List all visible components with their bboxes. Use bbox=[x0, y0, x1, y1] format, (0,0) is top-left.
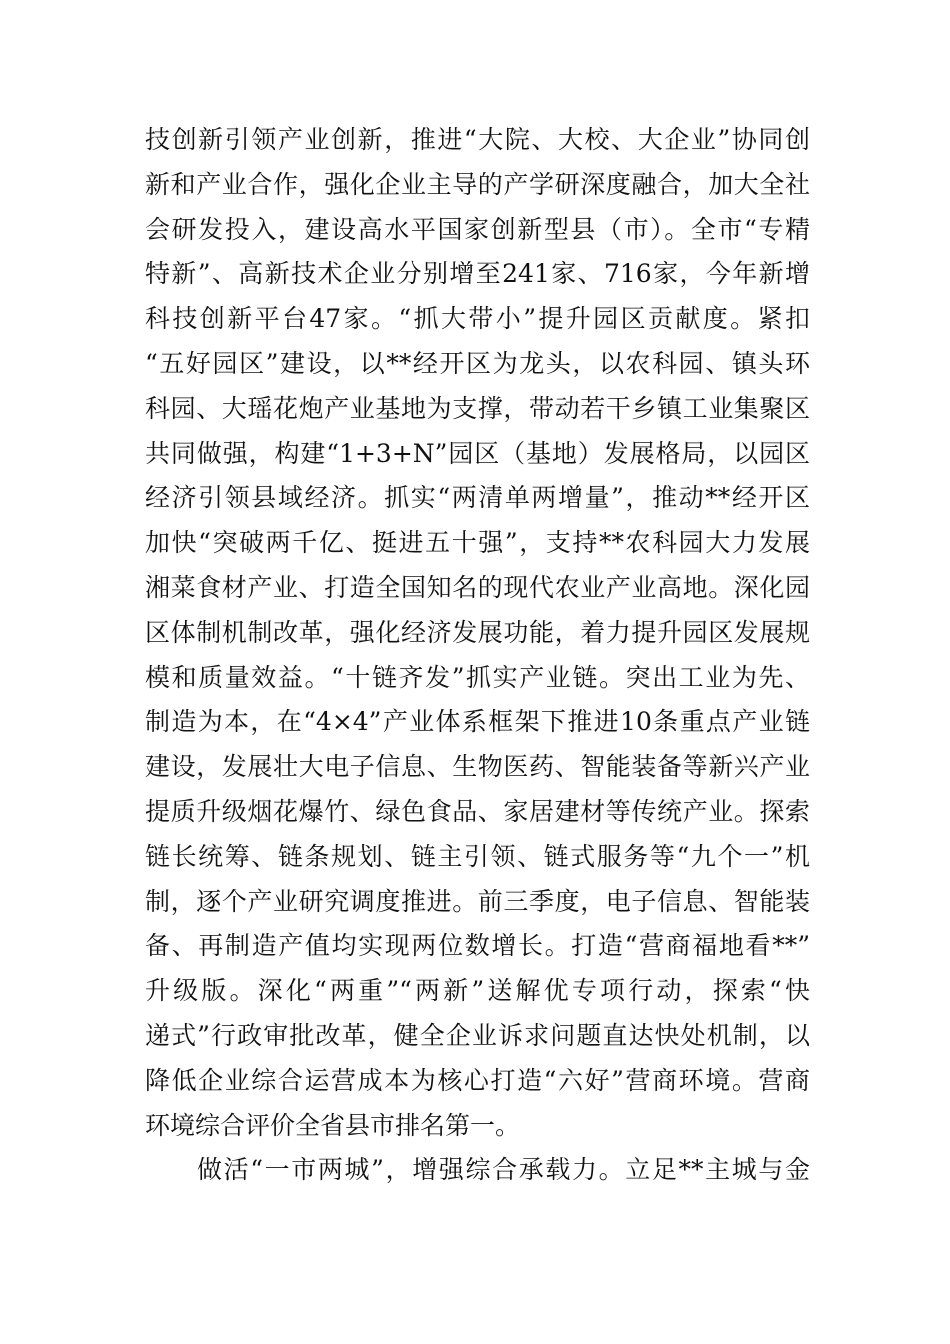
text-line: 会研发投入，建设高水平国家创新型县（市）。全市“专精 bbox=[145, 214, 810, 244]
paragraph-1 bbox=[145, 118, 810, 1148]
text-line: 制，逐个产业研究调度推进。前三季度，电子信息、智能装 bbox=[145, 886, 810, 916]
text-line: 环境综合评价全省县市排名第一。 bbox=[145, 1110, 521, 1140]
text-line: 新和产业合作，强化企业主导的产学研深度融合，加大全社 bbox=[145, 169, 810, 199]
text-line: 备、再制造产值均实现两位数增长。打造“营商福地看**” bbox=[145, 931, 810, 961]
text-line: 特新”、高新技术企业分别增至241家、716家，今年新增 bbox=[145, 259, 810, 289]
text-line: 做活“一市两城”，增强综合承载力。立足**主城与金 bbox=[197, 1155, 810, 1185]
text-line: 降低企业综合运营成本为核心打造“六好”营商环境。营商 bbox=[145, 1065, 810, 1095]
text-line: 技创新引领产业创新，推进“大院、大校、大企业”协同创 bbox=[145, 125, 810, 154]
text-line: 提质升级烟花爆竹、绿色食品、家居建材等传统产业。探索 bbox=[145, 796, 810, 826]
text-line: 链长统筹、链条规划、链主引领、链式服务等“九个一”机 bbox=[145, 841, 810, 871]
body-text bbox=[145, 118, 810, 1193]
text-line: 加快“突破两千亿、挺进五十强”，支持**农科园大力发展 bbox=[145, 528, 810, 558]
text-line: 建设，发展壮大电子信息、生物医药、智能装备等新兴产业 bbox=[145, 752, 810, 782]
text-line: 制造为本，在“4×4”产业体系框架下推进10条重点产业链 bbox=[145, 707, 810, 737]
text-line: 升级版。深化“两重”“两新”送解优专项行动，探索“快 bbox=[145, 976, 810, 1006]
paragraph-2 bbox=[145, 1148, 810, 1193]
text-line: 科技创新平台47家。“抓大带小”提升园区贡献度。紧扣 bbox=[145, 304, 810, 334]
text-line: 递式”行政审批改革，健全企业诉求问题直达快处机制，以 bbox=[145, 1020, 810, 1050]
text-line: 区体制机制改革，强化经济发展功能，着力提升园区发展规 bbox=[145, 617, 810, 647]
text-line: “五好园区”建设，以**经开区为龙头，以农科园、镇头环 bbox=[145, 348, 810, 378]
text-line: 共同做强，构建“1+3+N”园区（基地）发展格局，以园区 bbox=[145, 438, 810, 468]
text-line: 湘菜食材产业、打造全国知名的现代农业产业高地。深化园 bbox=[145, 572, 810, 602]
text-line: 科园、大瑶花炮产业基地为支撑，带动若干乡镇工业集聚区 bbox=[145, 393, 810, 423]
text-line: 经济引领县域经济。抓实“两清单两增量”，推动**经开区 bbox=[145, 483, 810, 513]
text-line: 模和质量效益。“十链齐发”抓实产业链。突出工业为先、 bbox=[145, 662, 810, 692]
